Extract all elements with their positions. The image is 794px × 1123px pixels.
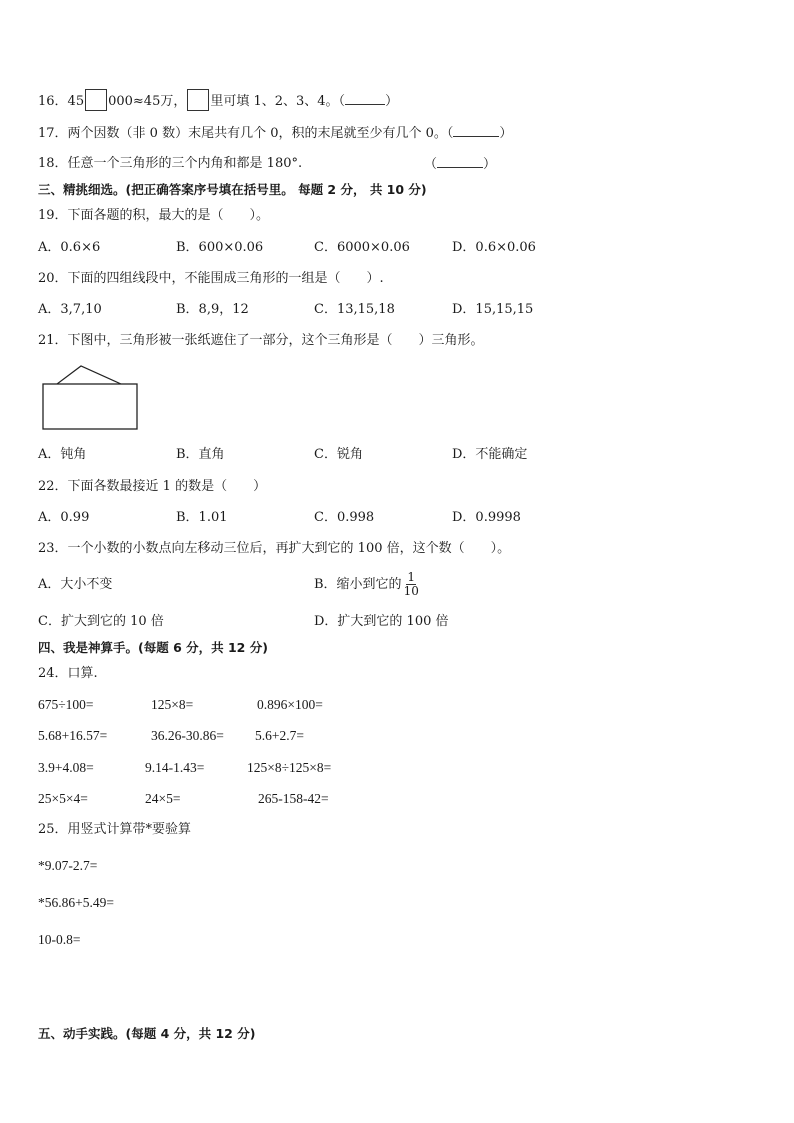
- q22-option-a[interactable]: A．0.99: [38, 510, 90, 525]
- answer-blank[interactable]: [453, 125, 499, 137]
- calc-item: 125×8=: [151, 697, 194, 712]
- q22-option-d[interactable]: D．0.9998: [452, 510, 521, 525]
- question-25: 25．用竖式计算带*要验算: [38, 822, 192, 837]
- q16-middle: 000≈45万，: [108, 94, 187, 109]
- q18-close: ）: [483, 157, 497, 172]
- q18-text: 18．任意一个三角形的三个内角和都是 180°.: [38, 156, 303, 171]
- q21-option-b[interactable]: B．直角: [176, 447, 225, 462]
- question-23: 23．一个小数的小数点向左移动三位后，再扩大到它的 100 倍，这个数（ ）。: [38, 541, 511, 556]
- q23-option-d[interactable]: D．扩大到它的 100 倍: [314, 614, 449, 629]
- q19-option-c[interactable]: C．6000×0.06: [314, 240, 410, 255]
- vertical-calc-item: 10-0.8=: [38, 932, 81, 947]
- calc-item: 675÷100=: [38, 697, 94, 712]
- fraction-numerator: 1: [407, 570, 416, 584]
- q22-option-c[interactable]: C．0.998: [314, 510, 375, 525]
- calc-item: 5.6+2.7=: [255, 728, 304, 743]
- question-20: 20．下面的四组线段中，不能围成三角形的一组是（ ）.: [38, 271, 384, 286]
- question-16: [38, 89, 398, 111]
- vertical-calc-item: *56.86+5.49=: [38, 895, 114, 910]
- calc-item: 25×5×4=: [38, 791, 88, 806]
- calc-item: 5.68+16.57=: [38, 728, 108, 743]
- question-21: 21．下图中，三角形被一张纸遮住了一部分，这个三角形是（ ）三角形。: [38, 333, 484, 348]
- calc-item: 3.9+4.08=: [38, 760, 94, 775]
- question-17: [38, 125, 512, 142]
- q23-option-a[interactable]: A．大小不变: [38, 577, 113, 592]
- question-18-answer: [424, 156, 496, 173]
- calc-item: 36.26-30.86=: [151, 728, 224, 743]
- q16-tail: 里可填 1、2、3、4。（: [210, 94, 346, 109]
- answer-blank[interactable]: [437, 156, 483, 168]
- calc-item: 265-158-42=: [258, 791, 329, 806]
- q20-option-c[interactable]: C．13,15,18: [314, 302, 395, 317]
- q17-text: 17．两个因数（非 0 数）末尾共有几个 0，积的末尾就至少有几个 0。（: [38, 126, 454, 141]
- covering-paper: [43, 384, 137, 429]
- vertical-calc-item: *9.07-2.7=: [38, 858, 98, 873]
- question-19: 19．下面各题的积，最大的是（ ）。: [38, 208, 270, 223]
- question-18: [38, 156, 302, 172]
- fraction: [404, 571, 419, 598]
- q23-option-b-text: B．缩小到它的: [314, 577, 402, 592]
- q21-option-c[interactable]: C．锐角: [314, 447, 363, 462]
- calc-item: 24×5=: [145, 791, 181, 806]
- question-24: 24．口算.: [38, 666, 98, 681]
- q19-option-a[interactable]: A．0.6×6: [38, 240, 101, 255]
- q17-close: ）: [499, 126, 513, 141]
- q20-option-b[interactable]: B．8,9，12: [176, 302, 249, 317]
- calc-item: 9.14-1.43=: [145, 760, 205, 775]
- q23-option-b[interactable]: [314, 568, 419, 602]
- calc-item: 125×8÷125×8=: [247, 760, 332, 775]
- q21-option-d[interactable]: D．不能确定: [452, 447, 528, 462]
- q21-option-a[interactable]: A．钝角: [38, 447, 87, 462]
- section-3-heading: 三、精挑细选。(把正确答案序号填在括号里。 每题 2 分， 共 10 分): [38, 182, 427, 197]
- q20-option-d[interactable]: D．15,15,15: [452, 302, 534, 317]
- q18-open: （: [424, 157, 438, 172]
- calc-item: 0.896×100=: [257, 697, 323, 712]
- q19-option-b[interactable]: B．600×0.06: [176, 240, 264, 255]
- covered-triangle-figure: [41, 364, 141, 434]
- answer-blank[interactable]: [345, 93, 385, 105]
- q16-close: ）: [385, 94, 399, 109]
- answer-box[interactable]: [187, 89, 209, 111]
- q16-number: 16．45: [38, 94, 85, 109]
- answer-box[interactable]: [85, 89, 107, 111]
- q22-option-b[interactable]: B．1.01: [176, 510, 228, 525]
- q20-option-a[interactable]: A．3,7,10: [38, 302, 102, 317]
- triangle-visible-part: [57, 366, 121, 384]
- section-4-heading: 四、我是神算手。(每题 6 分，共 12 分): [38, 640, 268, 655]
- fraction-denominator: 10: [403, 584, 419, 598]
- q19-option-d[interactable]: D．0.6×0.06: [452, 240, 536, 255]
- section-5-heading: 五、动手实践。(每题 4 分，共 12 分): [38, 1026, 256, 1041]
- q23-option-c[interactable]: C．扩大到它的 10 倍: [38, 614, 164, 629]
- question-22: 22．下面各数最接近 1 的数是（ ）: [38, 479, 267, 494]
